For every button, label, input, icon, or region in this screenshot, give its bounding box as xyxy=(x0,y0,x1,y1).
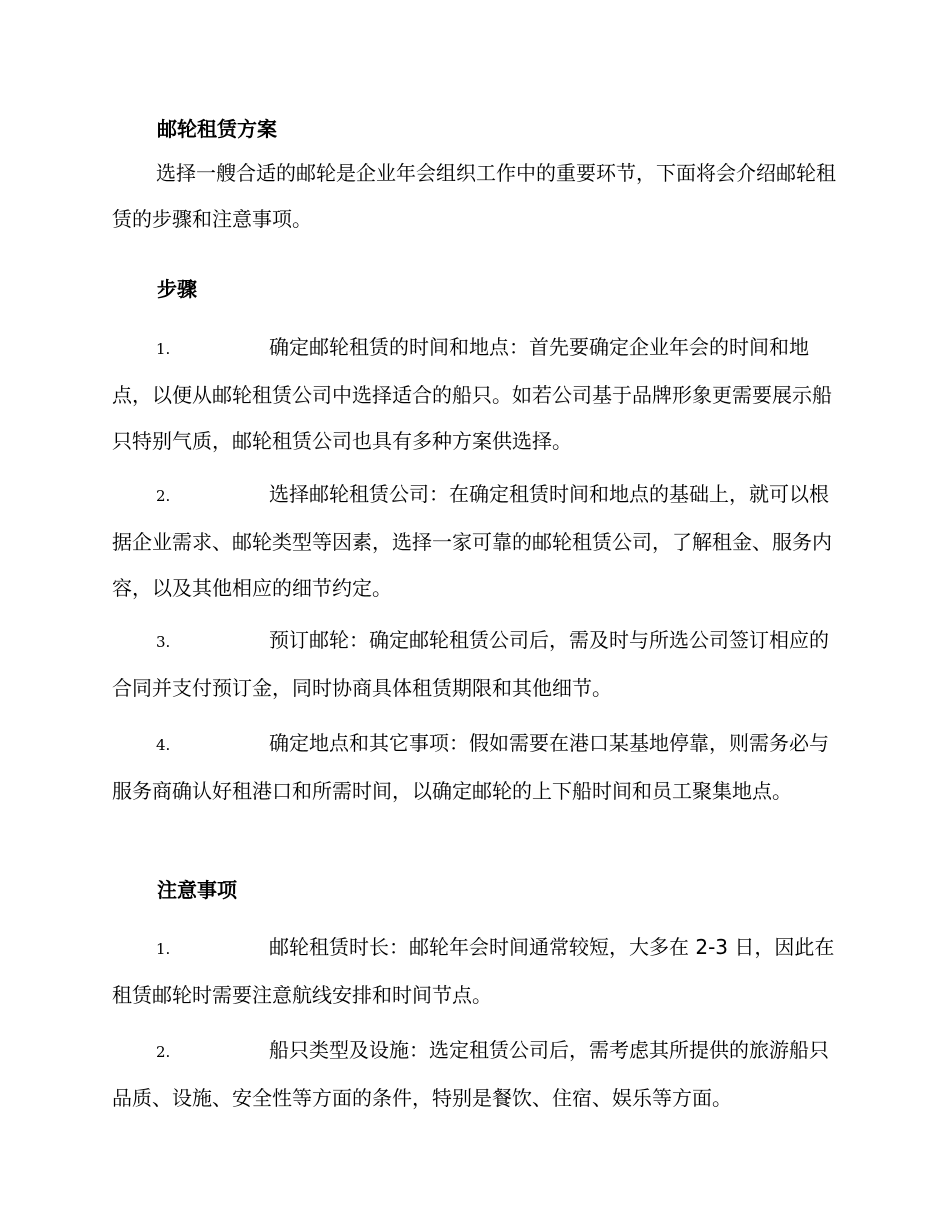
step-item-1 xyxy=(112,324,836,464)
step-number: 4. xyxy=(156,736,171,754)
note-item-2 xyxy=(112,1027,836,1121)
step-item-3 xyxy=(112,617,836,711)
note-item-1 xyxy=(112,924,836,1018)
step-number: 3. xyxy=(156,633,171,651)
step-text: 预订邮轮：确定邮轮租赁公司后，需及时与所选公司签订相应的合同并支付预订金，同时协商具体租赁期限和其他细节。 xyxy=(112,628,829,700)
step-text: 确定地点和其它事项：假如需要在港口某基地停靠，则需务必与服务商确认好租港口和所需时间，以确定邮轮的上下船时间和员工聚集地点。 xyxy=(112,731,829,803)
step-item-2 xyxy=(112,471,836,611)
step-number: 1. xyxy=(156,340,171,358)
note-text: 邮轮租赁时长：邮轮年会时间通常较短，大多在 2-3 日，因此在租赁邮轮时需要注意航线安排和时间节点。 xyxy=(112,935,835,1007)
step-item-4 xyxy=(112,720,836,814)
note-number: 1. xyxy=(156,940,171,958)
step-text: 确定邮轮租赁的时间和地点：首先要确定企业年会的时间和地点，以便从邮轮租赁公司中选择适合的船只。如若公司基于品牌形象更需要展示船只特别气质，邮轮租赁公司也具有多种方案供选择。 xyxy=(112,335,832,453)
step-number: 2. xyxy=(156,487,171,505)
steps-heading: 步骤 xyxy=(157,277,197,301)
document-title: 邮轮租赁方案 xyxy=(157,117,277,141)
note-number: 2. xyxy=(156,1043,171,1061)
step-text: 选择邮轮租赁公司：在确定租赁时间和地点的基础上，就可以根据企业需求、邮轮类型等因素，选择一家可靠的邮轮租赁公司，了解租金、服务内容，以及其他相应的细节约定。 xyxy=(112,482,832,600)
intro-paragraph: 选择一艘合适的邮轮是企业年会组织工作中的重要环节，下面将会介绍邮轮租赁的步骤和注意事项。 xyxy=(112,161,836,231)
note-text: 船只类型及设施：选定租赁公司后，需考虑其所提供的旅游船只品质、设施、安全性等方面的条件，特别是餐饮、住宿、娱乐等方面。 xyxy=(112,1038,829,1110)
notes-heading: 注意事项 xyxy=(157,878,237,902)
